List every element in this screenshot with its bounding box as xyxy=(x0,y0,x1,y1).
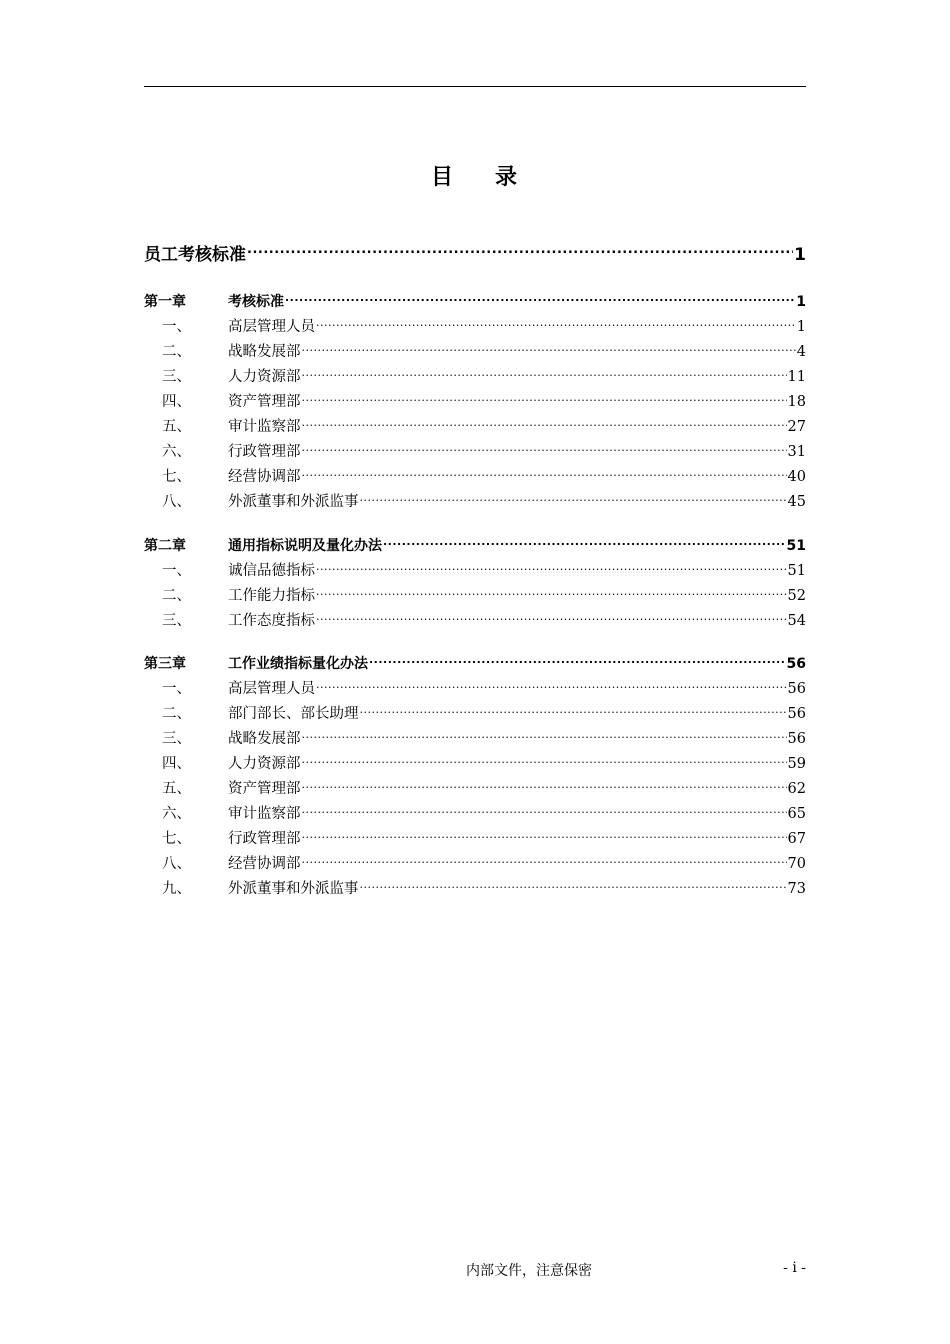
page-title-char-2: 录 xyxy=(495,165,520,190)
toc-item-number: 七、 xyxy=(162,831,191,847)
toc-item[interactable] xyxy=(144,336,806,360)
toc-item[interactable] xyxy=(144,823,806,847)
toc-item-number: 一、 xyxy=(162,681,191,697)
toc-chapter-number: 第三章 xyxy=(144,656,186,672)
toc-item-page: 65 xyxy=(787,806,806,822)
toc-item[interactable] xyxy=(144,673,806,697)
toc-chapter-label: 工作业绩指标量化办法 xyxy=(228,656,368,672)
toc-leader xyxy=(316,555,787,575)
toc-item[interactable] xyxy=(144,386,806,410)
toc-leader xyxy=(302,361,787,381)
toc-item[interactable] xyxy=(144,848,806,872)
toc-item-label: 诚信品德指标 xyxy=(228,563,315,579)
toc-leader xyxy=(383,530,786,550)
toc-item-number: 三、 xyxy=(162,731,191,747)
toc-item[interactable] xyxy=(144,748,806,772)
toc-item-page: 27 xyxy=(787,419,806,435)
toc-leader xyxy=(369,648,786,668)
toc-leader xyxy=(302,386,787,406)
toc-item[interactable] xyxy=(144,723,806,747)
toc-item-page: 45 xyxy=(787,494,806,510)
footer-confidential-note: 内部文件，注意保密 xyxy=(466,1263,592,1279)
toc-item-page: 31 xyxy=(787,444,806,460)
toc-item-label: 工作态度指标 xyxy=(228,613,315,629)
toc-item-page: 11 xyxy=(787,369,806,385)
toc-chapter-label: 通用指标说明及量化办法 xyxy=(228,538,382,554)
toc-item-number: 三、 xyxy=(162,613,191,629)
toc-item-label: 部门部长、部长助理 xyxy=(228,706,359,722)
toc-item-number: 一、 xyxy=(162,319,191,335)
toc-leader xyxy=(302,411,787,431)
toc-leader xyxy=(360,698,787,718)
toc-item-label: 工作能力指标 xyxy=(228,588,315,604)
toc-item-number: 五、 xyxy=(162,419,191,435)
toc-item[interactable] xyxy=(144,411,806,435)
toc-item-number: 三、 xyxy=(162,369,191,385)
toc-item-label: 经营协调部 xyxy=(228,469,301,485)
toc-item[interactable] xyxy=(144,486,806,510)
toc-item-page: 67 xyxy=(787,831,806,847)
toc-item-number: 二、 xyxy=(162,344,191,360)
toc-item[interactable] xyxy=(144,773,806,797)
header-rule xyxy=(144,86,806,87)
toc-chapter-1[interactable] xyxy=(144,286,806,310)
toc-item-page: 56 xyxy=(787,706,806,722)
toc-leader xyxy=(285,286,795,306)
toc-item-label: 行政管理部 xyxy=(228,831,301,847)
toc-item-page: 40 xyxy=(787,469,806,485)
toc-leader xyxy=(302,823,787,843)
toc-item-page: 52 xyxy=(787,588,806,604)
toc-leader xyxy=(302,336,796,356)
toc-item-page: 56 xyxy=(787,681,806,697)
page-title xyxy=(0,160,950,191)
toc-item[interactable] xyxy=(144,361,806,385)
toc-item-label: 审计监察部 xyxy=(228,806,301,822)
toc-item-label: 战略发展部 xyxy=(228,731,301,747)
toc-item[interactable] xyxy=(144,798,806,822)
toc-item-number: 四、 xyxy=(162,756,191,772)
toc-item-label: 审计监察部 xyxy=(228,419,301,435)
toc-item-label: 资产管理部 xyxy=(228,394,301,410)
toc-item[interactable] xyxy=(144,698,806,722)
toc-item-page: 56 xyxy=(787,731,806,747)
toc-item[interactable] xyxy=(144,311,806,335)
toc-item-number: 二、 xyxy=(162,706,191,722)
toc-leader xyxy=(360,486,787,506)
toc-item-label: 人力资源部 xyxy=(228,756,301,772)
toc-chapter-page: 1 xyxy=(796,294,806,310)
toc-item-page: 51 xyxy=(787,563,806,579)
toc-leader xyxy=(302,436,787,456)
toc-entry-page: 1 xyxy=(794,245,806,265)
toc-item[interactable] xyxy=(144,580,806,604)
toc-item-page: 73 xyxy=(787,881,806,897)
toc-leader xyxy=(316,580,787,600)
toc-item-number: 九、 xyxy=(162,881,191,897)
toc-item[interactable] xyxy=(144,555,806,579)
toc-leader xyxy=(247,240,793,260)
toc-item-label: 资产管理部 xyxy=(228,781,301,797)
toc-item-page: 70 xyxy=(787,856,806,872)
toc-chapter-3[interactable] xyxy=(144,648,806,672)
toc-entry-label: 员工考核标准 xyxy=(144,245,246,265)
page-title-char-1: 目 xyxy=(430,165,455,190)
toc-item-number: 七、 xyxy=(162,469,191,485)
toc-item-label: 经营协调部 xyxy=(228,856,301,872)
toc-entry-top[interactable] xyxy=(144,240,806,264)
toc-item-page: 4 xyxy=(796,344,806,360)
toc-item-page: 18 xyxy=(787,394,806,410)
toc-chapter-number: 第二章 xyxy=(144,538,186,554)
toc-leader xyxy=(316,311,796,331)
toc-item-label: 外派董事和外派监事 xyxy=(228,881,359,897)
toc-leader xyxy=(316,605,787,625)
toc-item-number: 六、 xyxy=(162,806,191,822)
toc-leader xyxy=(302,461,787,481)
toc-item-number: 一、 xyxy=(162,563,191,579)
toc-item-page: 54 xyxy=(787,613,806,629)
toc-item[interactable] xyxy=(144,605,806,629)
toc-item-label: 人力资源部 xyxy=(228,369,301,385)
toc-chapter-page: 56 xyxy=(786,656,806,672)
toc-leader xyxy=(302,848,787,868)
toc-leader xyxy=(316,673,787,693)
toc-item[interactable] xyxy=(144,436,806,460)
toc-item-label: 高层管理人员 xyxy=(228,681,315,697)
toc-leader xyxy=(360,873,787,893)
toc-item-label: 高层管理人员 xyxy=(228,319,315,335)
toc-item-page: 1 xyxy=(796,319,806,335)
toc-item-number: 八、 xyxy=(162,494,191,510)
toc-item-number: 八、 xyxy=(162,856,191,872)
toc-leader xyxy=(302,723,787,743)
toc-item-number: 五、 xyxy=(162,781,191,797)
toc-item[interactable] xyxy=(144,461,806,485)
toc-item-number: 六、 xyxy=(162,444,191,460)
footer-page-number: - i - xyxy=(783,1260,806,1276)
toc-chapter-2[interactable] xyxy=(144,530,806,554)
toc-leader xyxy=(302,748,787,768)
toc-chapter-label: 考核标准 xyxy=(228,294,284,310)
toc-item-number: 四、 xyxy=(162,394,191,410)
toc-item-number: 二、 xyxy=(162,588,191,604)
toc-item-label: 战略发展部 xyxy=(228,344,301,360)
toc-chapter-number: 第一章 xyxy=(144,294,186,310)
toc-item-page: 62 xyxy=(787,781,806,797)
toc-leader xyxy=(302,798,787,818)
toc-leader xyxy=(302,773,787,793)
toc-item[interactable] xyxy=(144,873,806,897)
toc-item-page: 59 xyxy=(787,756,806,772)
toc-item-label: 外派董事和外派监事 xyxy=(228,494,359,510)
toc-item-label: 行政管理部 xyxy=(228,444,301,460)
toc-chapter-page: 51 xyxy=(786,538,806,554)
